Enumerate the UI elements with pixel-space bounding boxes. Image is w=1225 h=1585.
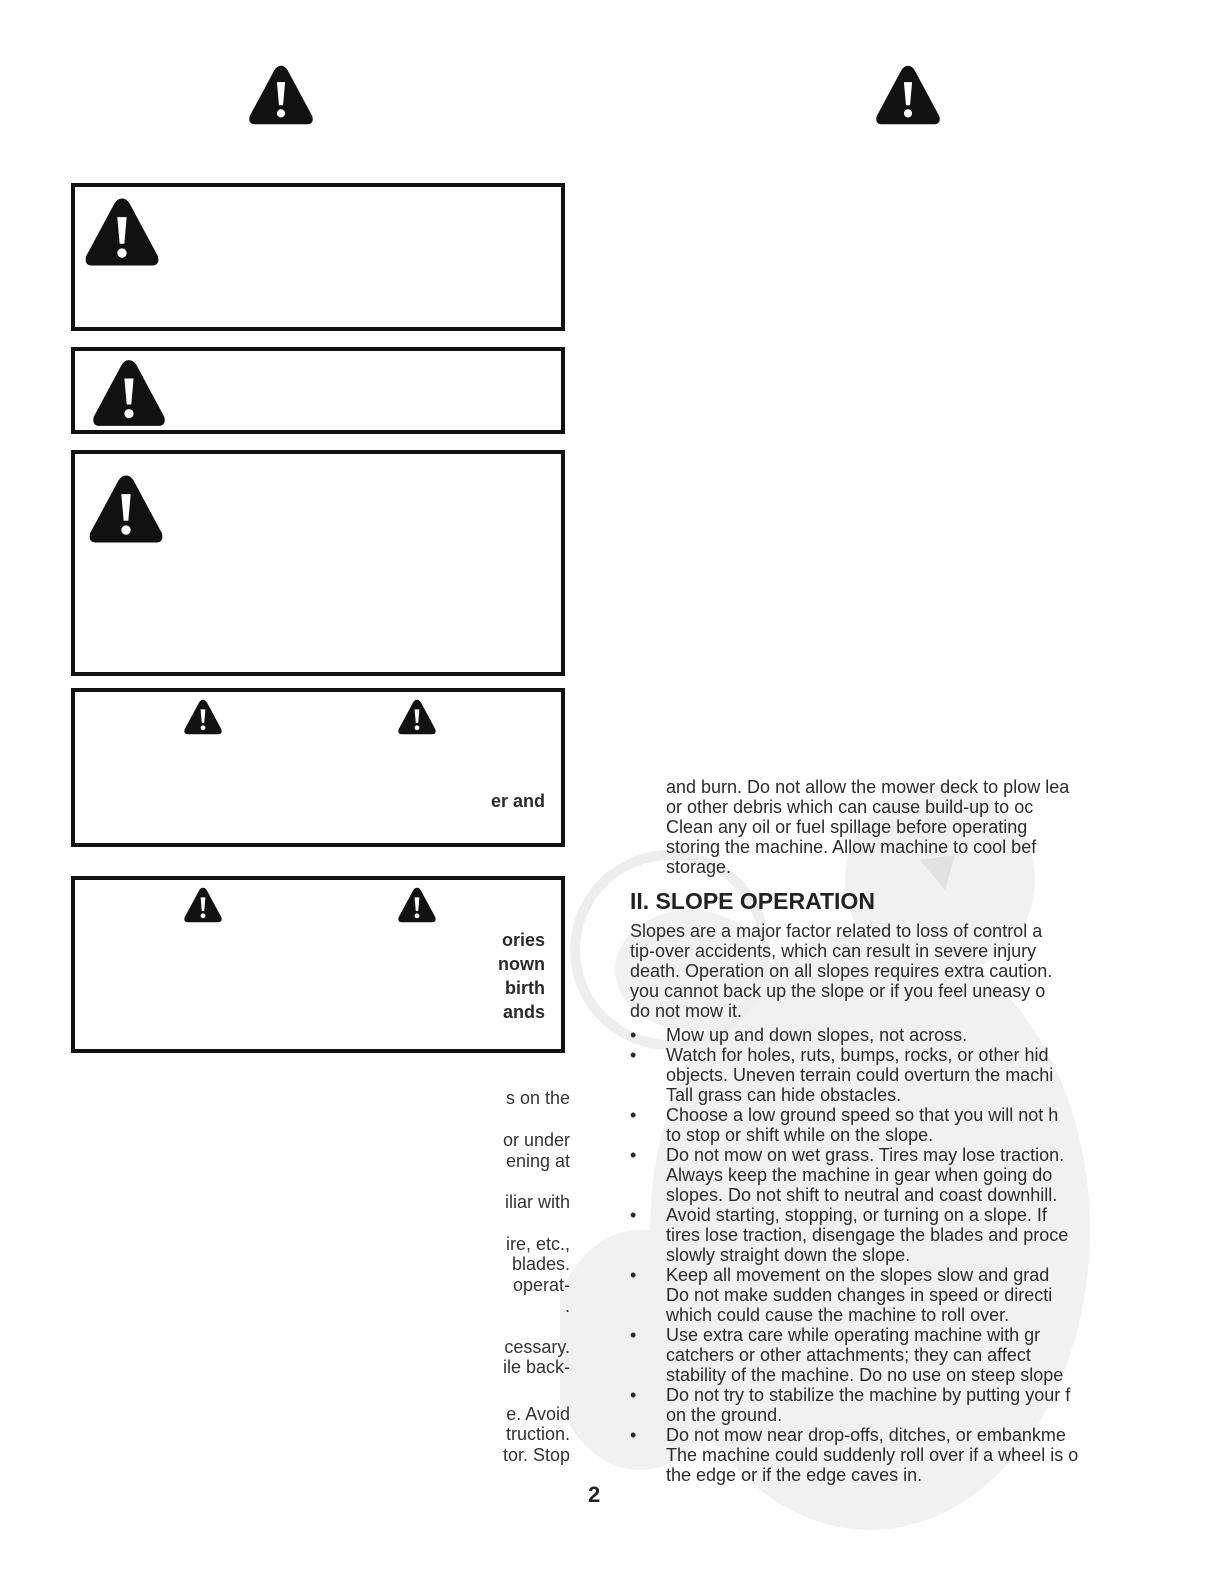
- text-fragment: .: [564, 1296, 570, 1316]
- paragraph-line: tip-over accidents, which can result in severe injury: [630, 941, 1037, 961]
- bullet-text: Mow up and down slopes, not across.: [666, 1025, 968, 1045]
- warning-triangle-icon: [183, 886, 223, 924]
- bullet-icon: •: [630, 1045, 637, 1065]
- warning-triangle-icon: [397, 698, 437, 736]
- bullet-text: Do not try to stabilize the machine by putting your f: [666, 1385, 1071, 1405]
- bullet-text: Do not mow on wet grass. Tires may lose traction.: [666, 1145, 1065, 1165]
- paragraph-line: Clean any oil or fuel spillage before operating: [666, 817, 1028, 837]
- bullet-item-line: [630, 1165, 1115, 1185]
- bullet-text: Choose a low ground speed so that you will not h: [666, 1105, 1059, 1125]
- bullet-text: Keep all movement on the slopes slow and grad: [666, 1265, 1050, 1285]
- bullet-item-line: [630, 1085, 1115, 1105]
- bullet-item-line: [630, 1425, 1115, 1445]
- warning-triangle-icon: [83, 195, 161, 269]
- bullet-text: Watch for holes, ruts, bumps, rocks, or other hid: [666, 1045, 1049, 1065]
- text-fragment: truction.: [505, 1424, 570, 1444]
- bullet-icon: •: [630, 1325, 637, 1345]
- bullet-item-line: [630, 1385, 1115, 1405]
- warning-box-5: [71, 876, 565, 1053]
- paragraph-line: storage.: [666, 857, 732, 877]
- bullet-text: stability of the machine. Do no use on steep slope: [666, 1365, 1064, 1385]
- bullet-item-line: [630, 1365, 1115, 1385]
- box-text-fragment: nown: [498, 954, 545, 974]
- bullet-text: slopes. Do not shift to neutral and coast downhill.: [666, 1185, 1058, 1205]
- bullet-item-line: [630, 1225, 1115, 1245]
- warning-triangle-icon: [87, 472, 165, 546]
- bullet-item-line: [630, 1145, 1115, 1165]
- text-fragment: tor. Stop: [502, 1445, 570, 1465]
- bullet-item-line: [630, 1045, 1115, 1065]
- bullet-text: Use extra care while operating machine with gr: [666, 1325, 1041, 1345]
- bullet-text: Do not mow near drop-offs, ditches, or embankme: [666, 1425, 1066, 1445]
- warning-box-1: [71, 183, 565, 331]
- bullet-item-line: [630, 1285, 1115, 1305]
- warning-triangle-icon: [90, 357, 168, 429]
- bullet-item-line: [630, 1125, 1115, 1145]
- bullet-list: [630, 1025, 1115, 1485]
- paragraph-line: do not mow it.: [630, 1001, 743, 1021]
- bullet-text: to stop or shift while on the slope.: [666, 1125, 934, 1145]
- text-fragment: blades.: [511, 1254, 570, 1274]
- warning-box-4: [71, 688, 565, 847]
- paragraph-line: you cannot back up the slope or if you feel uneasy o: [630, 981, 1046, 1001]
- paragraph-line: or other debris which can cause build-up to oc: [666, 797, 1034, 817]
- paragraph-line: storing the machine. Allow machine to cool bef: [666, 837, 1037, 857]
- bullet-text: The machine could suddenly roll over if a wheel is o: [666, 1445, 1079, 1465]
- right-column-text: [630, 777, 1115, 1485]
- text-fragment: operat-: [512, 1275, 570, 1295]
- text-fragment: ening at: [505, 1151, 570, 1171]
- bullet-icon: •: [630, 1265, 637, 1285]
- warning-triangle-icon: [397, 886, 437, 924]
- bullet-icon: •: [630, 1025, 637, 1045]
- bullet-item-line: [630, 1185, 1115, 1205]
- bullet-text: on the ground.: [666, 1405, 783, 1425]
- text-fragment: cessary.: [504, 1337, 570, 1357]
- warning-triangle-icon: [247, 63, 315, 127]
- bullet-icon: •: [630, 1205, 637, 1225]
- bullet-item-line: [630, 1105, 1115, 1125]
- bullet-item-line: [630, 1465, 1115, 1485]
- text-fragment: or under: [502, 1130, 570, 1150]
- bullet-item-line: [630, 1325, 1115, 1345]
- text-fragment: s on the: [505, 1088, 570, 1108]
- bullet-item-line: [630, 1405, 1115, 1425]
- bullet-icon: •: [630, 1145, 637, 1165]
- bullet-item-line: [630, 1445, 1115, 1465]
- paragraph-line: and burn. Do not allow the mower deck to plow lea: [666, 777, 1070, 797]
- warning-box-2: [71, 347, 565, 434]
- bullet-text: Always keep the machine in gear when going do: [666, 1165, 1053, 1185]
- bullet-text: slowly straight down the slope.: [666, 1245, 911, 1265]
- bullet-icon: •: [630, 1425, 637, 1445]
- bullet-icon: •: [630, 1105, 637, 1125]
- bullet-item-line: [630, 1305, 1115, 1325]
- bullet-text: which could cause the machine to roll over.: [666, 1305, 1010, 1325]
- text-fragment: iliar with: [504, 1192, 570, 1212]
- bullet-text: Tall grass can hide obstacles.: [666, 1085, 902, 1105]
- bullet-item-line: [630, 1065, 1115, 1085]
- bullet-item-line: [630, 1245, 1115, 1265]
- page-number: 2: [588, 1482, 601, 1507]
- text-fragment: ire, etc.,: [505, 1234, 570, 1254]
- warning-triangle-icon: [183, 698, 223, 736]
- box-text-fragment: ories: [501, 930, 545, 950]
- text-fragment: e. Avoid: [506, 1404, 570, 1424]
- bullet-text: Avoid starting, stopping, or turning on a slope. If: [666, 1205, 1047, 1225]
- paragraph-line: Slopes are a major factor related to loss of control a: [630, 921, 1043, 941]
- bullet-item-line: [630, 1025, 1115, 1045]
- warning-box-3: [71, 450, 565, 676]
- warning-triangle-icon: [874, 63, 942, 127]
- bullet-item-line: [630, 1205, 1115, 1225]
- box-text-fragment: ands: [502, 1002, 545, 1022]
- bullet-icon: •: [630, 1385, 637, 1405]
- bullet-text: tires lose traction, disengage the blades and proce: [666, 1225, 1069, 1245]
- section-heading: II. SLOPE OPERATION: [630, 888, 875, 914]
- box-text-fragment: birth: [505, 978, 545, 998]
- bullet-item-line: [630, 1345, 1115, 1365]
- bullet-text: objects. Uneven terrain could overturn the machi: [666, 1065, 1054, 1085]
- bullet-item-line: [630, 1265, 1115, 1285]
- bullet-text: catchers or other attachments; they can affect: [666, 1345, 1031, 1365]
- bullet-text: Do not make sudden changes in speed or directi: [666, 1285, 1053, 1305]
- bullet-text: the edge or if the edge caves in.: [666, 1465, 923, 1485]
- text-fragment: ile back-: [502, 1357, 570, 1377]
- box-text-fragment: er and: [490, 791, 545, 811]
- paragraph-line: death. Operation on all slopes requires extra caution.: [630, 961, 1053, 981]
